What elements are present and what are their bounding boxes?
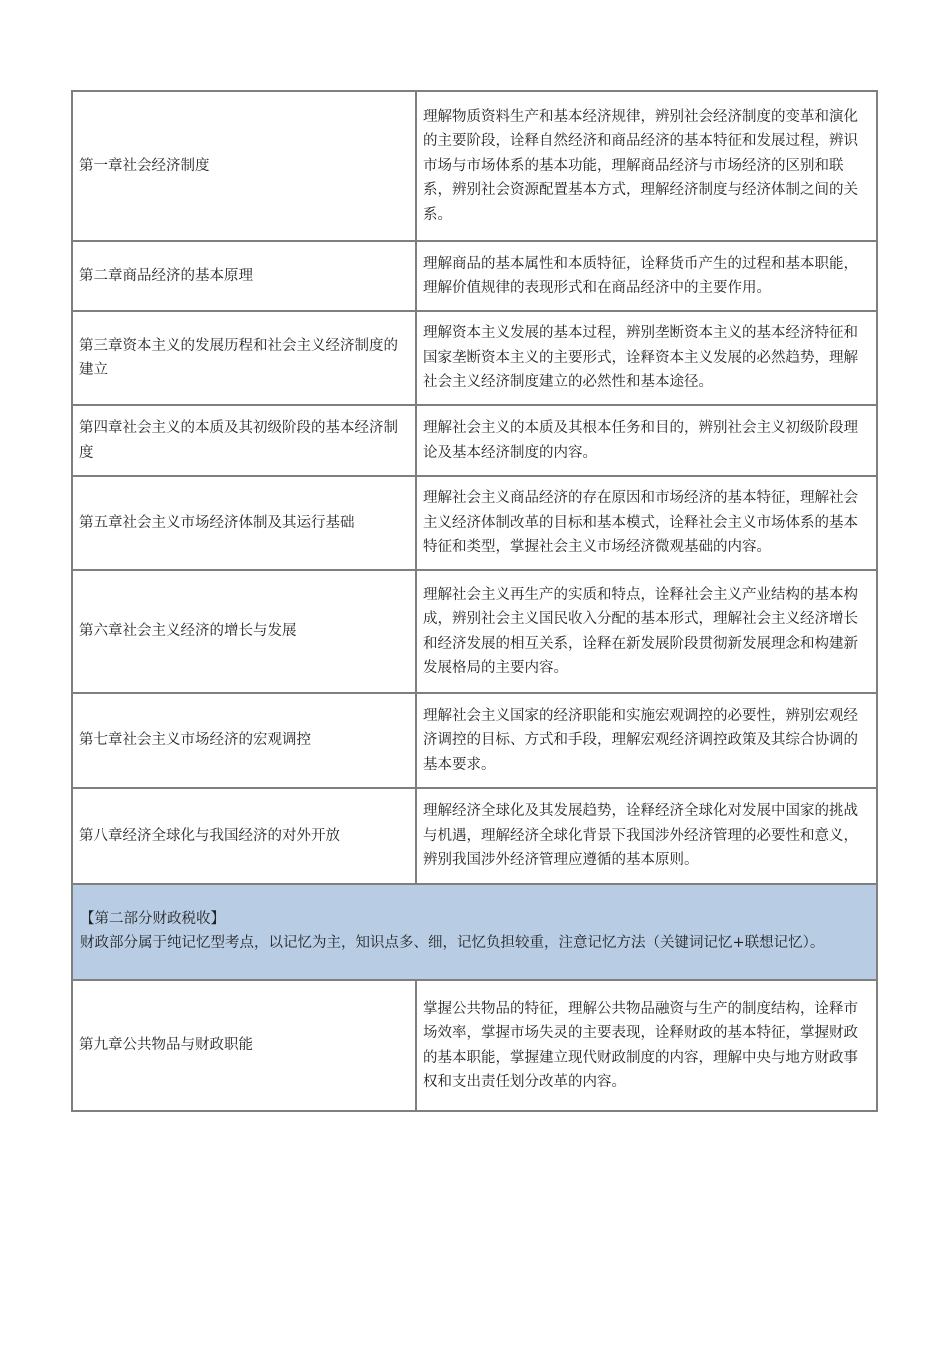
chapter-title: 第三章资本主义的发展历程和社会主义经济制度的建立 [72,311,416,405]
chapter-title: 第八章经济全球化与我国经济的对外开放 [72,788,416,884]
table-row [72,476,877,570]
chapter-description: 理解社会主义的本质及其根本任务和目的，辨别社会主义初级阶段理论及基本经济制度的内容。 [416,405,877,476]
document-page [71,90,878,1112]
section-title: 【第二部分财政税收】 [80,910,225,927]
chapter-title: 第七章社会主义市场经济的宏观调控 [72,693,416,788]
table-row [72,693,877,788]
chapter-title: 第二章商品经济的基本原理 [72,241,416,311]
chapter-description: 掌握公共物品的特征，理解公共物品融资与生产的制度结构，诠释市场效率，掌握市场失灵的主要表现，诠释财政的基本特征，掌握财政的基本职能，掌握建立现代财政制度的内容，理解中央与地方财政事权和支出责任划分改革的内容。 [416,980,877,1111]
syllabus-table [71,90,878,1112]
chapter-title: 第九章公共物品与财政职能 [72,980,416,1111]
chapter-description: 理解经济全球化及其发展趋势，诠释经济全球化对发展中国家的挑战与机遇，理解经济全球化背景下我国涉外经济管理的必要性和意义，辨别我国涉外经济管理应遵循的基本原则。 [416,788,877,884]
section-note: 财政部分属于纯记忆型考点，以记忆为主，知识点多、细，记忆负担较重，注意记忆方法（关键词记忆+联想记忆）。 [80,935,825,951]
chapter-description: 理解商品的基本属性和本质特征，诠释货币产生的过程和基本职能，理解价值规律的表现形式和在商品经济中的主要作用。 [416,241,877,311]
chapter-title: 第五章社会主义市场经济体制及其运行基础 [72,476,416,570]
table-row [72,311,877,405]
table-row [72,241,877,311]
chapter-title: 第一章社会经济制度 [72,91,416,241]
chapter-description: 理解物质资料生产和基本经济规律，辨别社会经济制度的变革和演化的主要阶段，诠释自然经济和商品经济的基本特征和发展过程，辨识市场与市场体系的基本功能，理解商品经济与市场经济的区别和联系，辨别社会资源配置基本方式，理解经济制度与经济体制之间的关系。 [416,91,877,241]
chapter-description: 理解社会主义再生产的实质和特点，诠释社会主义产业结构的基本构成，辨别社会主义国民收入分配的基本形式，理解社会主义经济增长和经济发展的相互关系，诠释在新发展阶段贯彻新发展理念和构建新发展格局的主要内容。 [416,570,877,693]
section-header-cell [72,884,877,980]
table-row [72,91,877,241]
table-row [72,570,877,693]
chapter-description: 理解社会主义商品经济的存在原因和市场经济的基本特征，理解社会主义经济体制改革的目标和基本模式，诠释社会主义市场体系的基本特征和类型，掌握社会主义市场经济微观基础的内容。 [416,476,877,570]
chapter-description: 理解社会主义国家的经济职能和实施宏观调控的必要性，辨别宏观经济调控的目标、方式和手段，理解宏观经济调控政策及其综合协调的基本要求。 [416,693,877,788]
table-row [72,788,877,884]
table-row [72,980,877,1111]
chapter-description: 理解资本主义发展的基本过程，辨别垄断资本主义的基本经济特征和国家垄断资本主义的主要形式，诠释资本主义发展的必然趋势，理解社会主义经济制度建立的必然性和基本途径。 [416,311,877,405]
chapter-title: 第六章社会主义经济的增长与发展 [72,570,416,693]
table-row [72,405,877,476]
section-header-row [72,884,877,980]
chapter-title: 第四章社会主义的本质及其初级阶段的基本经济制度 [72,405,416,476]
